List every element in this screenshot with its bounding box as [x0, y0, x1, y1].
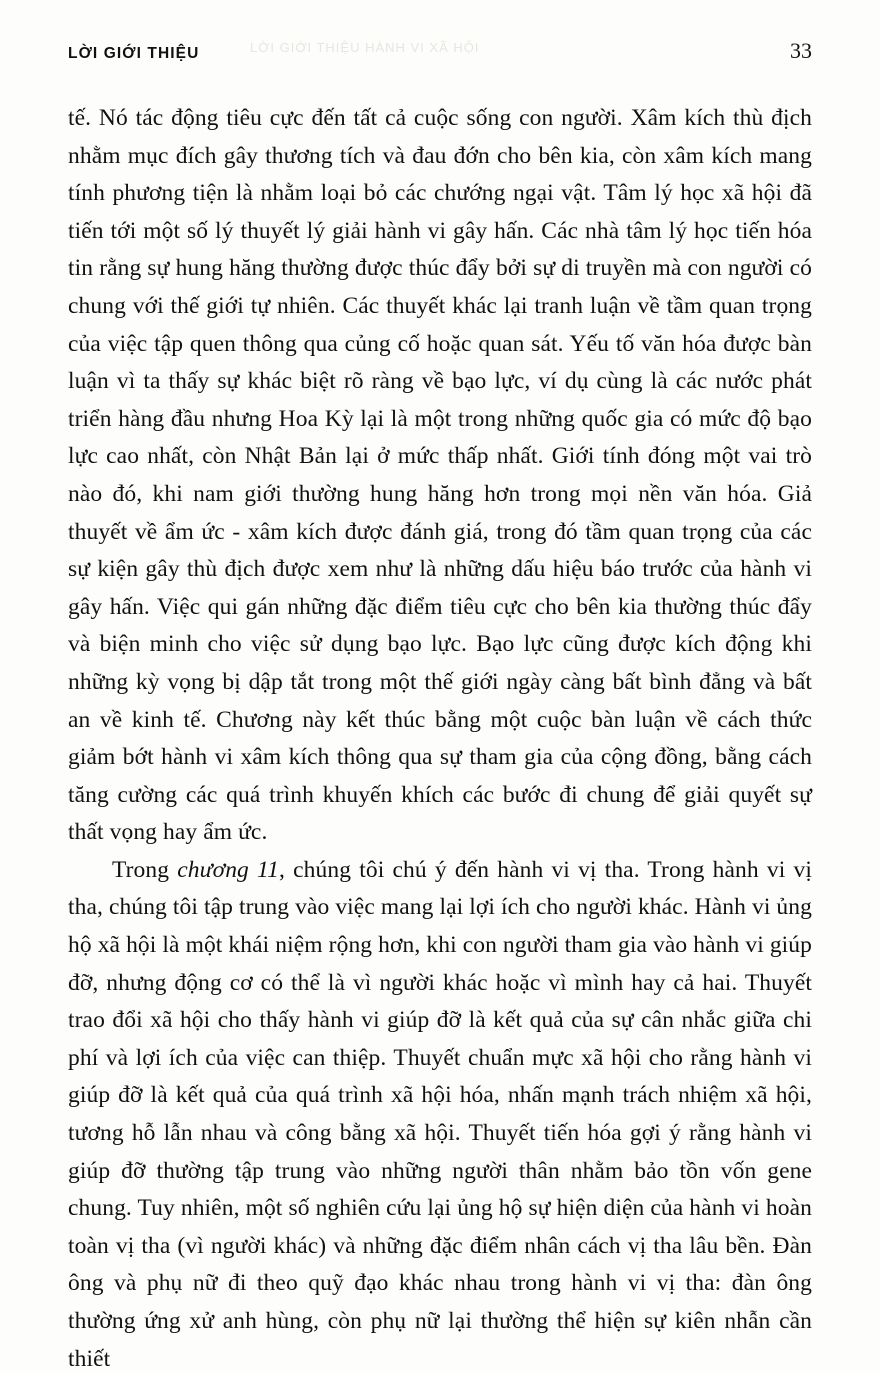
running-head: LỜI GIỚI THIỆU — [68, 45, 200, 62]
ghost-header-text: LỜI GIỚI THIỆU HÀNH VI XÃ HỘI — [250, 40, 480, 55]
paragraph: tế. Nó tác động tiêu cực đến tất cả cuộc sống con người. Xâm kích thù địch nhằm mục đích gây thương tích và đau đớn cho bên kia, còn xâm kích mang tính phương tiện là nhằm loại bỏ các chướng ngại vật. Tâm lý học xã hội đã tiến tới một số lý thuyết lý giải hành vi gây hấn. Các nhà tâm lý học tiến hóa tin rằng sự hung hăng thường được thúc đẩy bởi sự di truyền mà con người có chung với thế giới tự nhiên. Các thuyết khác lại tranh luận về tầm quan trọng của việc tập quen thông qua củng cố hoặc quan sát. Yếu tố văn hóa được bàn luận vì ta thấy sự khác biệt rõ ràng về bạo lực, ví dụ cùng là các nước phát triển hàng đầu nhưng Hoa Kỳ lại là một trong những quốc gia có mức độ bạo lực cao nhất, còn Nhật Bản lại ở mức thấp nhất. Giới tính đóng một vai trò nào đó, khi nam giới thường hung hăng hơn trong mọi nền văn hóa. Giả thuyết về ẩm ức - xâm kích được đánh giá, trong đó tầm quan trọng của các sự kiện gây thù địch được xem như là những dấu hiệu báo trước của hành vi gây hấn. Việc qui gán những đặc điểm tiêu cực cho bên kia thường thúc đẩy và biện minh cho việc sử dụng bạo lực. Bạo lực cũng được kích động khi những kỳ vọng bị dập tắt trong một thế giới ngày càng bất bình đẳng và bất an về kinh tế. Chương này kết thúc bằng một cuộc bàn luận về cách thức giảm bớt hành vi xâm kích thông qua sự tham gia của cộng đồng, bằng cách tăng cường các quá trình khuyến khích các bước đi chung để giải quyết sự thất vọng hay ẩm ức. — [68, 105, 812, 846]
emphasized-text: chương 11 — [177, 856, 280, 883]
page-header — [68, 38, 812, 64]
page-body — [68, 100, 812, 1378]
page-number: 33 — [790, 38, 812, 63]
paragraph: Trong chương 11, chúng tôi chú ý đến hành vi vị tha. Trong hành vi vị tha, chúng tôi tập trung vào việc mang lại lợi ích cho người khác. Hành vi ủng hộ xã hội là một khái niệm rộng hơn, khi con người tham gia vào hành vi giúp đỡ, nhưng động cơ có thể là vì người khác hoặc vì mình hay cả hai. Thuyết trao đổi xã hội cho thấy hành vi giúp đỡ là kết quả của sự cân nhắc giữa chi phí và lợi ích của việc can thiệp. Thuyết chuẩn mực xã hội cho rằng hành vi giúp đỡ là kết quả của quá trình xã hội hóa, nhấn mạnh trách nhiệm xã hội, tương hỗ lẫn nhau và công bằng xã hội. Thuyết tiến hóa gợi ý rằng hành vi giúp đỡ thường tập trung vào những người thân nhằm bảo tồn vốn gene chung. Tuy nhiên, một số nghiên cứu lại ủng hộ sự hiện diện của hành vi hoàn toàn vị tha (vì người khác) và những đặc điểm nhân cách vị tha lâu bền. Đàn ông và phụ nữ đi theo quỹ đạo khác nhau trong hành vi vị tha: đàn ông thường ứng xử anh hùng, còn phụ nữ lại thường thể hiện sự kiên nhẫn cần thiết — [68, 856, 812, 1372]
